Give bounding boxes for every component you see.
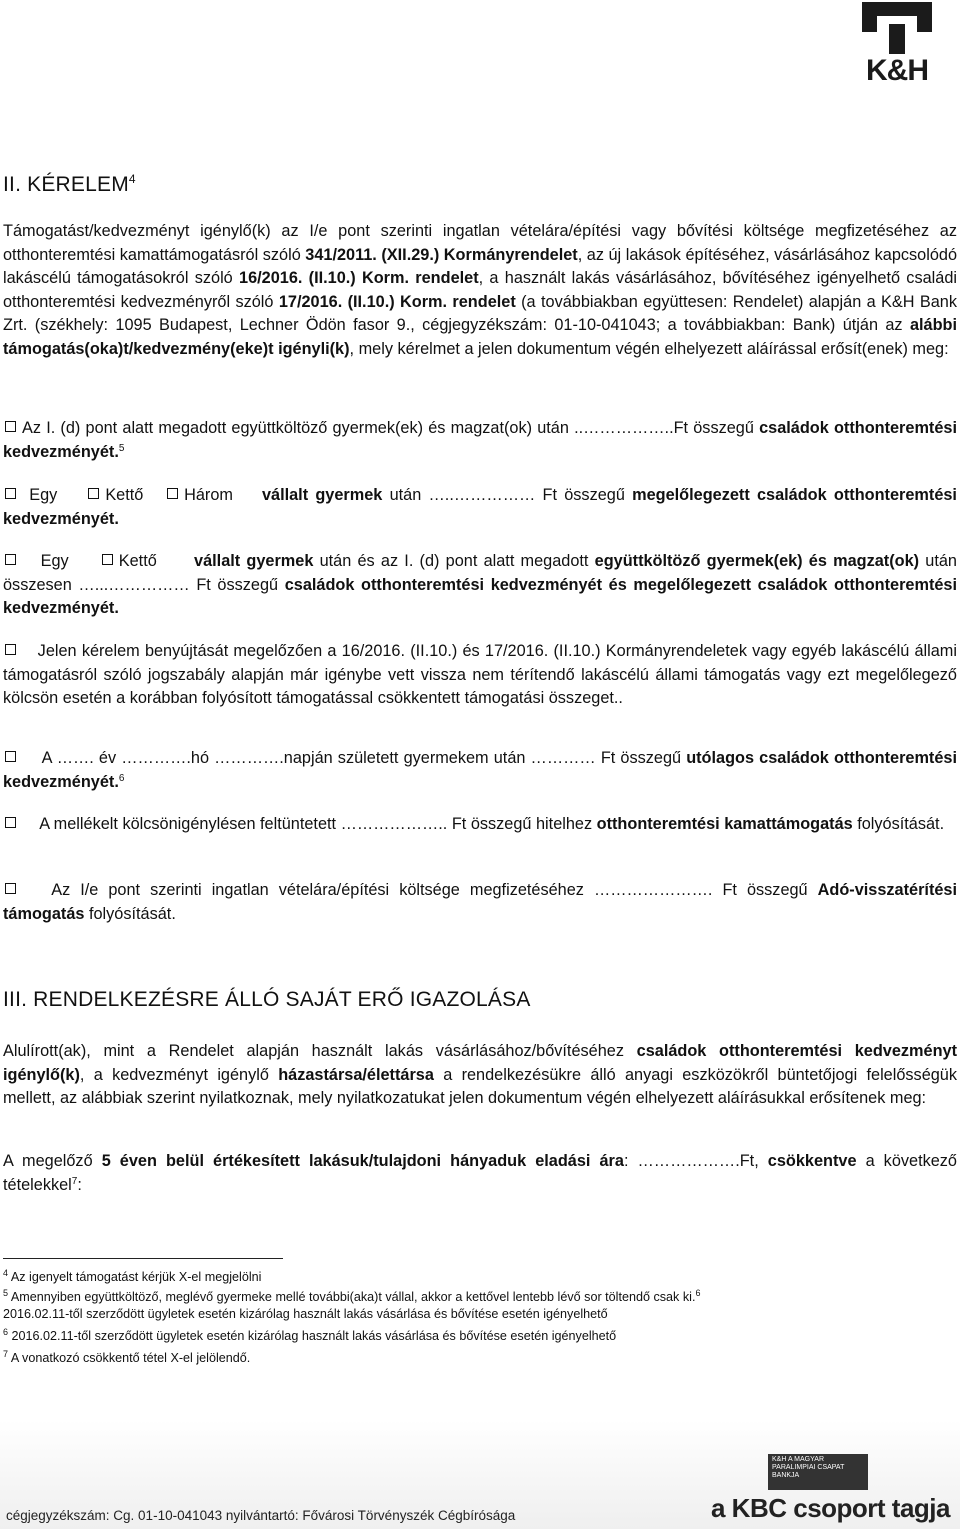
footnote-4: $^4$ Az igenyelt támogatást kérjük X-el megjelölni xyxy=(3,1268,262,1285)
option-kamattamogatas: A mellékelt kölcsönigénylésen feltüntetett ……………….. Ft összegű hitelhez otthonteremtési kamattámogatás folyósítását. xyxy=(3,813,957,837)
checkbox[interactable] xyxy=(5,421,16,432)
footnote-7: $^7$ A vonatkozó csökkentő tétel X-el jelölendő. xyxy=(3,1349,251,1366)
checkbox-ketto[interactable] xyxy=(102,554,113,565)
checkbox[interactable] xyxy=(5,817,16,828)
section-title-kerelem: II. KÉRELEM$^4$ xyxy=(3,172,136,196)
kh-logo xyxy=(842,2,952,88)
option-previous-support: Jelen kérelem benyújtását megelőzően a 16/2016. (II.10.) és 17/2016. (II.10.) Kormányrendeletek vagy egyéb lakáscélú állami támogatásról szóló jogszabály alapján már igénybe vett vissza nem térítendő lakáscélú állami támogatás vagy ezt megelőlegező kölcsön esetén a korábban folyósított támogatással csökkentett támogatási összeget.. xyxy=(3,642,957,708)
kh-logo-icon xyxy=(842,2,952,62)
footnote-divider xyxy=(3,1258,283,1259)
option-megelolegezett: Egy Kettő Három vállalt gyermek után …..…………… Ft összegű megelőlegezett családok otthonteremtési kedvezményét. xyxy=(3,486,957,528)
checkbox[interactable] xyxy=(5,751,16,762)
checkbox[interactable] xyxy=(5,644,16,655)
section-title-sajat-ero: III. RENDELKEZÉSRE ÁLLÓ SAJÁT ERŐ IGAZOLÁSA xyxy=(3,988,531,1011)
intro-paragraph: Támogatást/kedvezményt igénylő(k) az I/e pont szerinti ingatlan vételára/építési vagy bővítési költsége megfizetéséhez az otthonteremtési kamattámogatásról szóló 341/2011. (XII.29.) Kormányrendelet, az új lakások építéséhez, vásárlásához kapcsolódó lakáscélú támogatásokról szóló 16/2016. (II.10.) Korm. rendelet, a használt lakás vásárlásához, bővítéséhez igényelhető családi otthonteremtési kedvezményről szóló 17/2016. (II.10.) Korm. rendelet (a továbbiakban együttesen: Rendelet) alapján a K&H Bank Zrt. (székhely: 1095 Budapest, Lechner Ödön fasor 9., cégjegyzékszám: 01-10-041043; a továbbiakban: Bank) útján az alábbi támogatás(oka)t/kedvezmény(eke)t igényli(k), mely kérelmet a jelen dokumentum végén elhelyezett aláírással erősít(enek) meg: xyxy=(3,222,958,358)
checkbox-egy[interactable] xyxy=(5,554,16,565)
checkbox-egy[interactable] xyxy=(5,488,16,499)
footnote-6: $^6$ 2016.02.11-től szerződött ügyletek esetén kizárólag használt lakás vásárlása és bővítése esetén igényelhető xyxy=(3,1327,617,1344)
footer-registration: cégjegyzékszám: Cg. 01-10-041043 nyilvántartó: Fővárosi Törvényszék Cégbírósága xyxy=(6,1508,516,1523)
checkbox-harom[interactable] xyxy=(167,488,178,499)
footer-kbc-tagline: a KBC csoport tagja xyxy=(711,1493,950,1523)
option-combined: Egy Kettő vállalt gyermek után és az I. (d) pont alatt megadott együttköltöző gyermek(ek) és magzat(ok) után összesen …...…………… Ft összegű családok otthonteremtési kedvezményét és megelőlegezett családok otthonteremtési kedvezményét. xyxy=(3,552,957,618)
checkbox[interactable] xyxy=(5,883,16,894)
option-utolagos: A ……. év ………….hó ………….napján született gyermekem után ………… Ft összegű utólagos családok otthonteremtési kedvezményét.$^6$ xyxy=(3,749,957,791)
footnote-5: $^5$ Amennyiben együttköltöző, meglévő gyermeke mellé további(aka)t vállal, akkor a kettővel lentebb lévő sor töltendő csak ki.$^6$ 2016.02.11-től szerződött ügyletek esetén kizárólag használt lakás vásárlása és bővítése esetén igényelhető xyxy=(3,1288,701,1322)
option-csok: Az I. (d) pont alatt megadott együttköltöző gyermek(ek) és magzat(ok) után ..……………..Ft összegű családok otthonteremtési kedvezményét.$^5$ xyxy=(3,419,957,461)
sajat-ero-paragraph: Alulírott(ak), mint a Rendelet alapján használt lakás vásárlásához/bővítéséhez családok otthonteremtési kedvezményt igénylő(k), a kedvezményt igénylő házastársa/élettársa a rendelkezésükre álló anyagi eszközökről büntetőjogi felelősségük mellett, az alábbiak szerint nyilatkoznak, mely nyilatkozatukat jelen dokumentum végén elhelyezett aláírásukkal erősítenek meg: xyxy=(3,1042,957,1108)
logo-text: K&H xyxy=(866,54,928,87)
checkbox-ketto[interactable] xyxy=(88,488,99,499)
eladasi-ar-paragraph: A megelőző 5 éven belül értékesített lakásuk/tulajdoni hányaduk eladási ára: ……………….Ft, csökkentve a következő tételekkel$^7$: xyxy=(3,1152,957,1194)
option-ado-visszaterites: Az I/e pont szerinti ingatlan vételára/építési költsége megfizetéséhez …………………. Ft összegű Adó-visszatérítési támogatás folyósítását. xyxy=(3,881,958,923)
paralympic-badge: K&H A MAGYAR PARALIMPIAI CSAPAT BANKJA xyxy=(768,1454,868,1490)
